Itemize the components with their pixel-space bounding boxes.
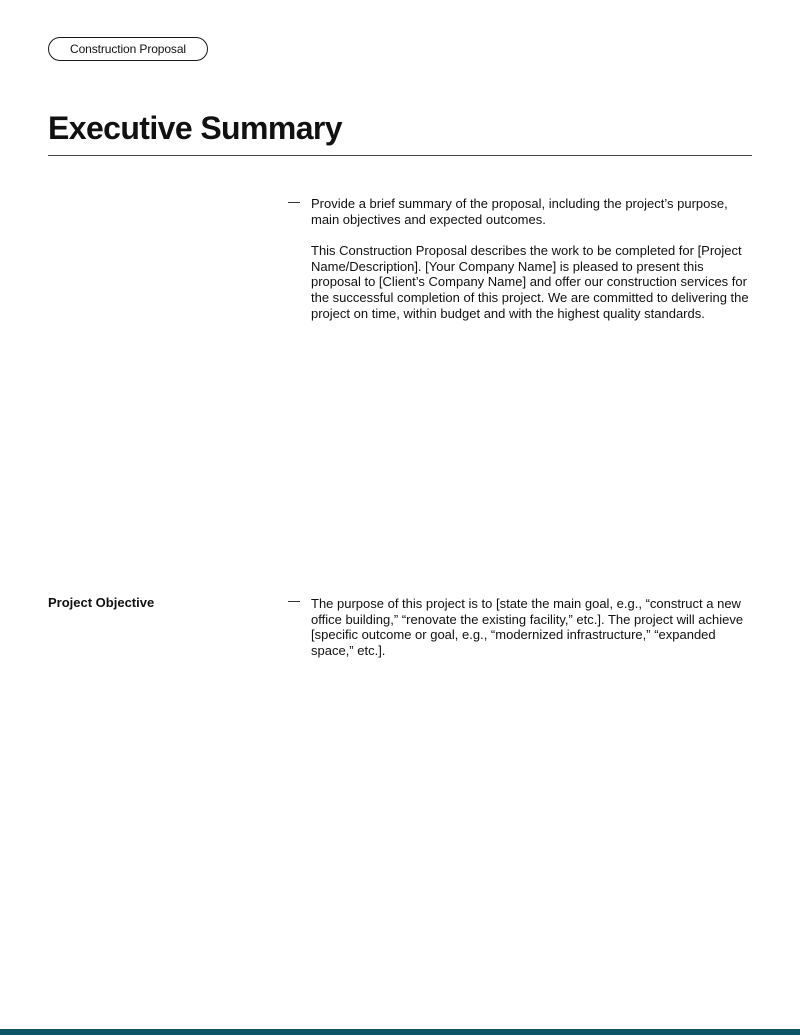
summary-dash-marker: [288, 202, 300, 203]
page-title: Executive Summary: [48, 110, 342, 146]
footer-bar: [0, 1029, 800, 1035]
objective-dash-marker: [288, 601, 300, 602]
summary-instruction: Provide a brief summary of the proposal, including the project’s purpose, main objectives and expected outcomes.: [311, 196, 728, 227]
project-objective-body: The purpose of this project is to [state the main goal, e.g., “construct a new office building,” “renovate the existing facility,” etc.]. The project will achieve [specific outcome or goal, e.g., “modernized infrastructure,” “expanded space,” etc.].: [311, 596, 744, 659]
summary-body: This Construction Proposal describes the work to be completed for [Project Name/Description]. [Your Company Name] is pleased to present this proposal to [Client’s Company Name] and offer our construction services for the successful completion of this project. We are committed to delivering the project on time, within budget and with the highest quality standards.: [311, 243, 749, 321]
project-objective-label: Project Objective: [48, 595, 155, 610]
title-divider: [48, 155, 752, 156]
document-tag: Construction Proposal: [48, 37, 208, 61]
